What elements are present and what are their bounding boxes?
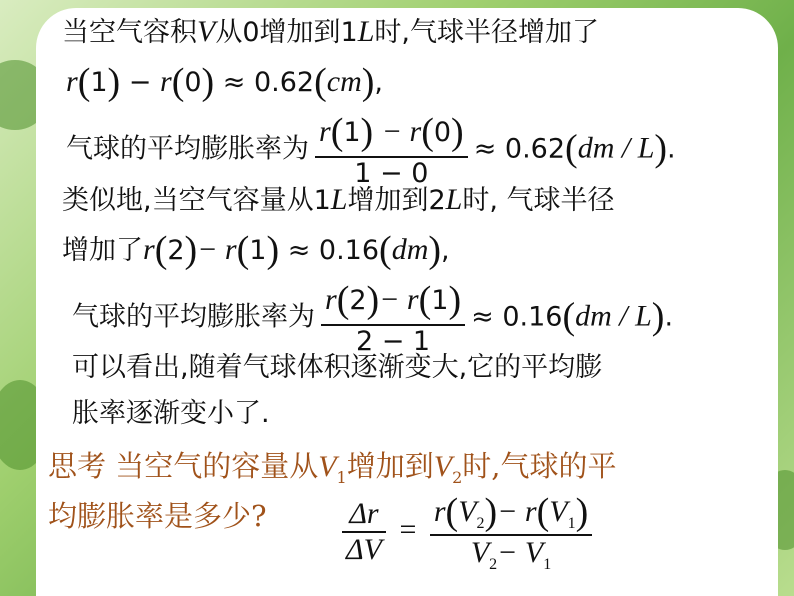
arg: 1 [431, 285, 449, 316]
var-r: r [66, 65, 78, 98]
fraction-numerator [321, 278, 465, 326]
paren-open: ( [421, 111, 434, 153]
rate-line-2 [72, 278, 673, 358]
var-v: V [470, 536, 490, 569]
paren-close: ) [484, 491, 498, 533]
arg: 1 [90, 67, 108, 98]
fraction [321, 278, 465, 358]
var-r: r [433, 495, 446, 528]
paren-open: ( [418, 279, 432, 321]
var-l: L [445, 183, 463, 216]
arg: 1 [249, 235, 267, 266]
text-span: 时,气球半径增加了 [374, 17, 599, 48]
unit: dm / L [577, 131, 655, 165]
fraction [315, 110, 468, 190]
text-line-8: 胀率逐渐变小了. [72, 398, 270, 429]
fraction-denominator: 1 − 0 [354, 157, 429, 189]
text-span: 时, 气球半径 [462, 185, 615, 216]
minus-r: − r [379, 283, 419, 316]
paren-open: ( [379, 229, 392, 271]
text-line-7: 可以看出,随着气球体积逐渐变大,它的平均膨 [72, 352, 603, 383]
text-span: 增加到2 [347, 185, 446, 216]
var-r: r [143, 233, 155, 266]
paren-close: ) [266, 229, 280, 271]
text-span: 从0增加到1 [215, 17, 358, 48]
fraction-numerator [315, 110, 468, 158]
text-span: 思考 当空气的容量从 [48, 449, 319, 483]
var-v: V [318, 450, 337, 483]
punct: , [441, 235, 450, 266]
unit: cm [326, 65, 362, 98]
unit: dm / L [575, 299, 652, 333]
text-span: 类似地,当空气容量从1 [62, 185, 331, 216]
var-v: V [458, 495, 477, 528]
paren-close: ) [360, 111, 374, 153]
minus: − [128, 67, 152, 98]
paren-close: ) [184, 229, 198, 271]
think-line-1 [48, 444, 616, 487]
lhs-fraction [342, 497, 386, 567]
approx-value: ≈ 0.16 [471, 301, 563, 333]
paren-close: ) [201, 61, 215, 103]
paren-open: ( [445, 491, 459, 533]
text-span: 时,气球的平 [462, 449, 617, 483]
rhs-denominator [430, 536, 592, 574]
rhs-numerator [430, 490, 592, 536]
punct: . [664, 301, 674, 333]
paren-open: ( [565, 127, 578, 170]
var-v: V [197, 15, 216, 48]
think-line-2: 均膨胀率是多少? [48, 499, 267, 533]
paren-close: ) [448, 279, 462, 321]
rate-label: 气球的平均膨胀率为 [72, 301, 315, 333]
paren-close: ) [575, 491, 589, 533]
subscript: 2 [476, 515, 485, 532]
rate-label: 气球的平均膨胀率为 [66, 133, 309, 165]
text-line-1 [62, 14, 599, 50]
approx-value: ≈ 0.16 [287, 235, 380, 266]
punct: . [667, 133, 676, 165]
text-span: 当空气容积 [62, 17, 197, 48]
paren-open: ( [77, 61, 91, 103]
subscript: 1 [567, 515, 576, 532]
equals-sign: = [399, 512, 417, 546]
paren-open: ( [330, 111, 344, 153]
arg: 0 [433, 117, 452, 148]
paren-close: ) [366, 279, 380, 321]
paren-close: ) [651, 295, 665, 338]
var-l: L [357, 15, 375, 48]
average-rate-formula [336, 490, 598, 574]
paren-close: ) [428, 229, 442, 271]
subscript: 2 [489, 556, 498, 573]
paren-close: ) [654, 127, 668, 170]
rate-line-1 [66, 110, 676, 190]
arg: 2 [167, 235, 185, 266]
minus-r: − r [197, 233, 237, 266]
var-v: V [549, 495, 568, 528]
paren-close: ) [107, 61, 121, 103]
unit: dm [391, 233, 429, 266]
paren-open: ( [336, 279, 350, 321]
minus-r: − r [497, 495, 537, 528]
paren-close: ) [451, 111, 464, 153]
lhs-numerator: Δr [342, 497, 386, 533]
paren-open: ( [236, 229, 250, 271]
var-r: r [160, 65, 172, 98]
paren-open: ( [314, 61, 327, 103]
lhs-denominator: ΔV [346, 533, 382, 566]
math-line-2 [66, 60, 383, 106]
arg: 1 [343, 117, 361, 148]
subscript: 1 [543, 556, 552, 573]
var-v: V [433, 450, 453, 483]
text-line-5 [62, 228, 450, 274]
paren-open: ( [154, 229, 168, 271]
arg: 2 [349, 285, 367, 316]
minus-v: − V [497, 536, 544, 569]
var-r: r [325, 283, 337, 316]
var-l: L [330, 183, 348, 216]
paren-close: ) [361, 61, 375, 103]
rhs-fraction [430, 490, 592, 574]
paren-open: ( [562, 295, 576, 338]
subscript: 1 [336, 467, 347, 487]
var-r: r [319, 115, 331, 148]
arg: 0 [184, 67, 202, 98]
punct: , [374, 67, 383, 98]
minus-r: − r [381, 115, 422, 148]
text-span: 增加到 [346, 449, 434, 483]
approx-value: ≈ 0.62 [473, 133, 566, 165]
fraction-denominator: 2 − 1 [355, 325, 431, 357]
text-span: 增加了 [62, 235, 143, 266]
paren-open: ( [171, 61, 185, 103]
approx-value: ≈ 0.62 [222, 67, 315, 98]
paren-open: ( [536, 491, 550, 533]
subscript: 2 [452, 467, 463, 487]
text-line-4 [62, 182, 615, 218]
